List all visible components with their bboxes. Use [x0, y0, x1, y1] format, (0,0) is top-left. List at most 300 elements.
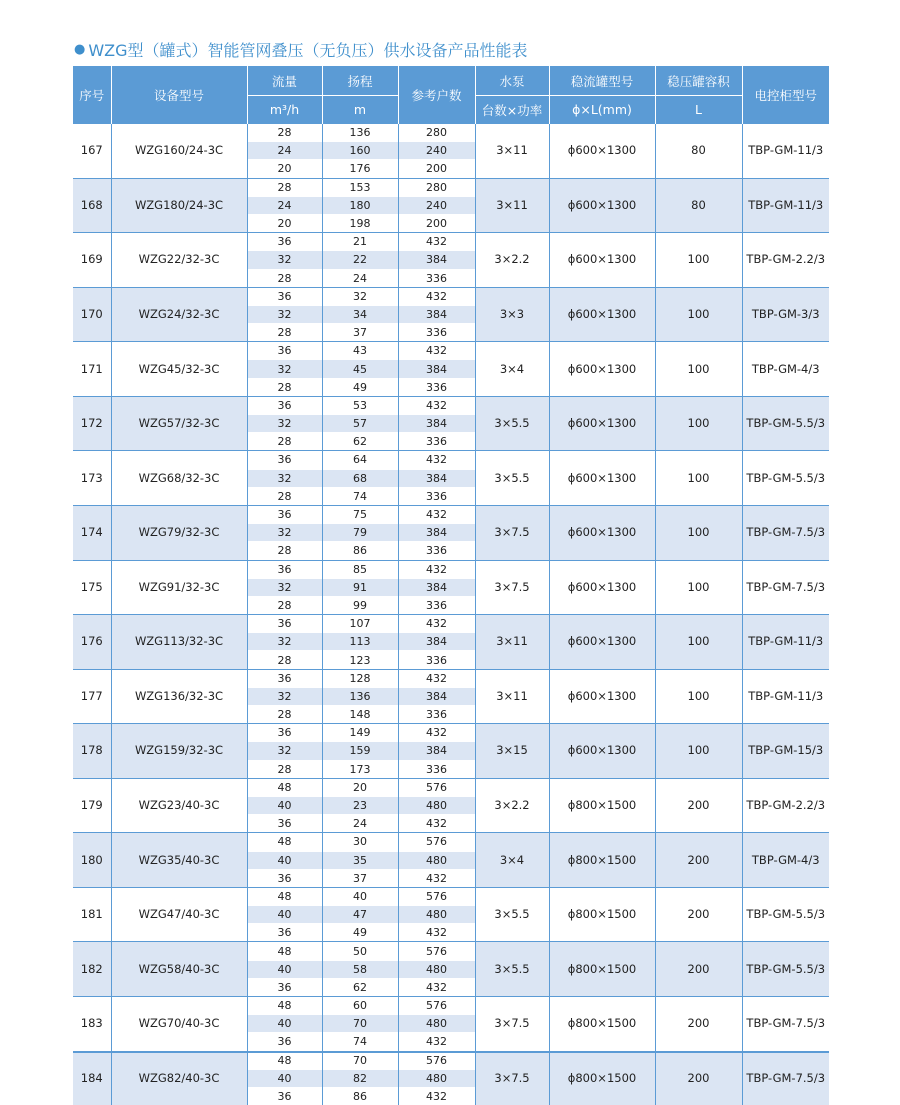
head-cell: 35	[322, 851, 398, 869]
flow-cell: 40	[247, 851, 322, 869]
volume-cell: 200	[655, 778, 742, 833]
households-cell: 336	[398, 760, 475, 778]
model-group	[73, 396, 829, 451]
flow-cell: 36	[247, 287, 322, 305]
flow-cell: 36	[247, 505, 322, 523]
page-title-text: WZG型（罐式）智能管网叠压（无负压）供水设备产品性能表	[88, 40, 528, 60]
table-row	[73, 560, 829, 578]
cabinet-cell: TBP-GM-5.5/3	[742, 396, 829, 451]
flow-cell: 28	[247, 178, 322, 196]
flow-cell: 28	[247, 596, 322, 614]
head-cell: 82	[322, 1069, 398, 1087]
model-group	[73, 124, 829, 179]
households-cell: 432	[398, 1033, 475, 1051]
households-cell: 480	[398, 1069, 475, 1087]
table-row	[73, 178, 829, 196]
head-cell: 176	[322, 160, 398, 178]
seq-cell: 176	[73, 615, 111, 670]
volume-cell: 100	[655, 342, 742, 397]
households-cell: 384	[398, 633, 475, 651]
flow-cell: 48	[247, 833, 322, 851]
head-cell: 62	[322, 978, 398, 996]
tank-cell: ϕ600×1300	[549, 287, 655, 342]
pump-cell: 3×5.5	[475, 942, 549, 997]
head-cell: 160	[322, 142, 398, 160]
flow-cell: 32	[247, 360, 322, 378]
cabinet-cell: TBP-GM-4/3	[742, 833, 829, 888]
flow-cell: 36	[247, 233, 322, 251]
head-cell: 99	[322, 596, 398, 614]
households-cell: 480	[398, 851, 475, 869]
page-title	[74, 36, 528, 62]
table-row	[73, 615, 829, 633]
flow-cell: 36	[247, 1087, 322, 1105]
model-group	[73, 178, 829, 233]
flow-cell: 32	[247, 305, 322, 323]
seq-cell: 175	[73, 560, 111, 615]
households-cell: 432	[398, 815, 475, 833]
head-cell: 68	[322, 469, 398, 487]
tank-cell: ϕ600×1300	[549, 178, 655, 233]
model-cell: WZG82/40-3C	[111, 1051, 247, 1105]
head-cell: 49	[322, 924, 398, 942]
model-group	[73, 997, 829, 1052]
header-households: 参考户数	[398, 66, 475, 124]
households-cell: 432	[398, 396, 475, 414]
households-cell: 480	[398, 796, 475, 814]
head-cell: 159	[322, 742, 398, 760]
households-cell: 384	[398, 251, 475, 269]
cabinet-cell: TBP-GM-4/3	[742, 342, 829, 397]
pump-cell: 3×2.2	[475, 778, 549, 833]
volume-cell: 100	[655, 451, 742, 506]
seq-cell: 183	[73, 997, 111, 1052]
seq-cell: 170	[73, 287, 111, 342]
flow-cell: 36	[247, 724, 322, 742]
head-cell: 57	[322, 415, 398, 433]
households-cell: 384	[398, 578, 475, 596]
pump-cell: 3×2.2	[475, 233, 549, 288]
flow-cell: 36	[247, 396, 322, 414]
volume-cell: 100	[655, 233, 742, 288]
flow-cell: 48	[247, 997, 322, 1015]
households-cell: 384	[398, 469, 475, 487]
head-cell: 58	[322, 960, 398, 978]
head-cell: 136	[322, 687, 398, 705]
seq-cell: 172	[73, 396, 111, 451]
flow-cell: 28	[247, 124, 322, 142]
flow-cell: 32	[247, 578, 322, 596]
households-cell: 432	[398, 287, 475, 305]
table-row	[73, 833, 829, 851]
flow-cell: 24	[247, 196, 322, 214]
cabinet-cell: TBP-GM-7.5/3	[742, 997, 829, 1052]
header-pressure-tank: 稳压罐容积	[655, 66, 742, 96]
households-cell: 336	[398, 487, 475, 505]
households-cell: 432	[398, 615, 475, 633]
flow-cell: 36	[247, 451, 322, 469]
flow-cell: 36	[247, 669, 322, 687]
head-cell: 24	[322, 269, 398, 287]
model-group	[73, 287, 829, 342]
header-pressure-tank-unit: L	[655, 96, 742, 124]
head-cell: 113	[322, 633, 398, 651]
head-cell: 53	[322, 396, 398, 414]
model-group	[73, 342, 829, 397]
households-cell: 432	[398, 342, 475, 360]
head-cell: 85	[322, 560, 398, 578]
tank-cell: ϕ800×1500	[549, 887, 655, 942]
cabinet-cell: TBP-GM-5.5/3	[742, 451, 829, 506]
volume-cell: 200	[655, 887, 742, 942]
table-row	[73, 887, 829, 905]
households-cell: 336	[398, 596, 475, 614]
pump-cell: 3×7.5	[475, 997, 549, 1052]
head-cell: 173	[322, 760, 398, 778]
head-cell: 21	[322, 233, 398, 251]
head-cell: 24	[322, 815, 398, 833]
model-cell: WZG58/40-3C	[111, 942, 247, 997]
head-cell: 70	[322, 1051, 398, 1069]
flow-cell: 36	[247, 342, 322, 360]
pump-cell: 3×4	[475, 833, 549, 888]
flow-cell: 28	[247, 324, 322, 342]
flow-cell: 36	[247, 869, 322, 887]
head-cell: 45	[322, 360, 398, 378]
header-cabinet: 电控柜型号	[742, 66, 829, 124]
households-cell: 384	[398, 524, 475, 542]
head-cell: 74	[322, 1033, 398, 1051]
volume-cell: 200	[655, 942, 742, 997]
households-cell: 432	[398, 724, 475, 742]
volume-cell: 200	[655, 1051, 742, 1105]
households-cell: 432	[398, 233, 475, 251]
header-pump: 水泵	[475, 66, 549, 96]
tank-cell: ϕ600×1300	[549, 505, 655, 560]
header-tank: 稳流罐型号	[549, 66, 655, 96]
flow-cell: 32	[247, 524, 322, 542]
table-row	[73, 233, 829, 251]
pump-cell: 3×11	[475, 615, 549, 670]
head-cell: 22	[322, 251, 398, 269]
header-head-unit: m	[322, 96, 398, 124]
households-cell: 576	[398, 833, 475, 851]
seq-cell: 168	[73, 178, 111, 233]
pump-cell: 3×11	[475, 669, 549, 724]
model-group	[73, 942, 829, 997]
households-cell: 200	[398, 214, 475, 232]
flow-cell: 32	[247, 633, 322, 651]
households-cell: 480	[398, 906, 475, 924]
households-cell: 336	[398, 651, 475, 669]
flow-cell: 40	[247, 1069, 322, 1087]
volume-cell: 100	[655, 505, 742, 560]
flow-cell: 36	[247, 560, 322, 578]
flow-cell: 28	[247, 542, 322, 560]
head-cell: 91	[322, 578, 398, 596]
header-pump-sub: 台数×功率	[475, 96, 549, 124]
seq-cell: 174	[73, 505, 111, 560]
header-tank-sub: ϕ×L(mm)	[549, 96, 655, 124]
volume-cell: 200	[655, 833, 742, 888]
volume-cell: 100	[655, 396, 742, 451]
seq-cell: 169	[73, 233, 111, 288]
model-group	[73, 615, 829, 670]
pump-cell: 3×5.5	[475, 451, 549, 506]
bullet-icon: ●	[74, 41, 86, 57]
model-cell: WZG35/40-3C	[111, 833, 247, 888]
head-cell: 64	[322, 451, 398, 469]
tank-cell: ϕ600×1300	[549, 451, 655, 506]
model-cell: WZG113/32-3C	[111, 615, 247, 670]
tank-cell: ϕ800×1500	[549, 833, 655, 888]
flow-cell: 40	[247, 960, 322, 978]
seq-cell: 177	[73, 669, 111, 724]
head-cell: 136	[322, 124, 398, 142]
households-cell: 240	[398, 142, 475, 160]
flow-cell: 28	[247, 433, 322, 451]
households-cell: 336	[398, 433, 475, 451]
cabinet-cell: TBP-GM-11/3	[742, 124, 829, 179]
tank-cell: ϕ600×1300	[549, 233, 655, 288]
volume-cell: 100	[655, 560, 742, 615]
header-flow: 流量	[247, 66, 322, 96]
households-cell: 336	[398, 324, 475, 342]
model-cell: WZG91/32-3C	[111, 560, 247, 615]
table-row	[73, 724, 829, 742]
head-cell: 40	[322, 887, 398, 905]
model-cell: WZG180/24-3C	[111, 178, 247, 233]
seq-cell: 180	[73, 833, 111, 888]
households-cell: 280	[398, 124, 475, 142]
model-group	[73, 887, 829, 942]
households-cell: 384	[398, 687, 475, 705]
flow-cell: 48	[247, 1051, 322, 1069]
flow-cell: 36	[247, 815, 322, 833]
head-cell: 148	[322, 706, 398, 724]
head-cell: 79	[322, 524, 398, 542]
head-cell: 75	[322, 505, 398, 523]
model-cell: WZG57/32-3C	[111, 396, 247, 451]
performance-table	[73, 66, 829, 1105]
seq-cell: 178	[73, 724, 111, 779]
header-flow-unit: m³/h	[247, 96, 322, 124]
head-cell: 20	[322, 778, 398, 796]
households-cell: 432	[398, 924, 475, 942]
table-row	[73, 396, 829, 414]
header-model: 设备型号	[111, 66, 247, 124]
volume-cell: 100	[655, 724, 742, 779]
head-cell: 74	[322, 487, 398, 505]
cabinet-cell: TBP-GM-5.5/3	[742, 942, 829, 997]
cabinet-cell: TBP-GM-7.5/3	[742, 1051, 829, 1105]
households-cell: 432	[398, 560, 475, 578]
volume-cell: 200	[655, 997, 742, 1052]
households-cell: 576	[398, 942, 475, 960]
households-cell: 280	[398, 178, 475, 196]
model-group	[73, 560, 829, 615]
model-group	[73, 833, 829, 888]
households-cell: 576	[398, 778, 475, 796]
table-row	[73, 942, 829, 960]
households-cell: 480	[398, 960, 475, 978]
seq-cell: 179	[73, 778, 111, 833]
flow-cell: 40	[247, 906, 322, 924]
households-cell: 432	[398, 669, 475, 687]
pump-cell: 3×7.5	[475, 505, 549, 560]
flow-cell: 36	[247, 924, 322, 942]
head-cell: 47	[322, 906, 398, 924]
table-header	[73, 66, 829, 124]
flow-cell: 48	[247, 942, 322, 960]
cabinet-cell: TBP-GM-2.2/3	[742, 233, 829, 288]
tank-cell: ϕ800×1500	[549, 1051, 655, 1105]
cabinet-cell: TBP-GM-5.5/3	[742, 887, 829, 942]
head-cell: 43	[322, 342, 398, 360]
table-row	[73, 1051, 829, 1069]
tank-cell: ϕ600×1300	[549, 342, 655, 397]
households-cell: 480	[398, 1015, 475, 1033]
table-row	[73, 342, 829, 360]
pump-cell: 3×7.5	[475, 560, 549, 615]
households-cell: 432	[398, 1087, 475, 1105]
head-cell: 62	[322, 433, 398, 451]
households-cell: 576	[398, 887, 475, 905]
households-cell: 200	[398, 160, 475, 178]
head-cell: 123	[322, 651, 398, 669]
cabinet-cell: TBP-GM-11/3	[742, 615, 829, 670]
households-cell: 576	[398, 997, 475, 1015]
volume-cell: 100	[655, 615, 742, 670]
head-cell: 37	[322, 869, 398, 887]
head-cell: 70	[322, 1015, 398, 1033]
flow-cell: 28	[247, 706, 322, 724]
households-cell: 336	[398, 269, 475, 287]
flow-cell: 40	[247, 1015, 322, 1033]
header-seq: 序号	[73, 66, 111, 124]
model-cell: WZG22/32-3C	[111, 233, 247, 288]
flow-cell: 40	[247, 796, 322, 814]
households-cell: 384	[398, 742, 475, 760]
model-cell: WZG136/32-3C	[111, 669, 247, 724]
table-row	[73, 451, 829, 469]
flow-cell: 28	[247, 651, 322, 669]
model-group	[73, 233, 829, 288]
seq-cell: 181	[73, 887, 111, 942]
model-cell: WZG70/40-3C	[111, 997, 247, 1052]
table-row	[73, 778, 829, 796]
households-cell: 432	[398, 505, 475, 523]
model-cell: WZG23/40-3C	[111, 778, 247, 833]
tank-cell: ϕ600×1300	[549, 724, 655, 779]
cabinet-cell: TBP-GM-11/3	[742, 178, 829, 233]
households-cell: 384	[398, 415, 475, 433]
cabinet-cell: TBP-GM-7.5/3	[742, 560, 829, 615]
pump-cell: 3×4	[475, 342, 549, 397]
model-group	[73, 669, 829, 724]
flow-cell: 48	[247, 887, 322, 905]
households-cell: 384	[398, 360, 475, 378]
model-cell: WZG45/32-3C	[111, 342, 247, 397]
head-cell: 34	[322, 305, 398, 323]
table-bottom-rule	[73, 1051, 829, 1053]
model-cell: WZG160/24-3C	[111, 124, 247, 179]
households-cell: 432	[398, 869, 475, 887]
tank-cell: ϕ600×1300	[549, 124, 655, 179]
volume-cell: 80	[655, 178, 742, 233]
head-cell: 49	[322, 378, 398, 396]
flow-cell: 32	[247, 742, 322, 760]
head-cell: 86	[322, 1087, 398, 1105]
flow-cell: 36	[247, 615, 322, 633]
head-cell: 37	[322, 324, 398, 342]
seq-cell: 171	[73, 342, 111, 397]
table-row	[73, 997, 829, 1015]
volume-cell: 100	[655, 669, 742, 724]
tank-cell: ϕ800×1500	[549, 997, 655, 1052]
cabinet-cell: TBP-GM-15/3	[742, 724, 829, 779]
model-cell: WZG79/32-3C	[111, 505, 247, 560]
flow-cell: 24	[247, 142, 322, 160]
table-row	[73, 669, 829, 687]
flow-cell: 36	[247, 1033, 322, 1051]
seq-cell: 167	[73, 124, 111, 179]
pump-cell: 3×5.5	[475, 887, 549, 942]
seq-cell: 184	[73, 1051, 111, 1105]
tank-cell: ϕ600×1300	[549, 615, 655, 670]
volume-cell: 80	[655, 124, 742, 179]
head-cell: 60	[322, 997, 398, 1015]
model-cell: WZG159/32-3C	[111, 724, 247, 779]
cabinet-cell: TBP-GM-3/3	[742, 287, 829, 342]
model-group	[73, 724, 829, 779]
pump-cell: 3×5.5	[475, 396, 549, 451]
flow-cell: 20	[247, 214, 322, 232]
flow-cell: 32	[247, 687, 322, 705]
households-cell: 240	[398, 196, 475, 214]
flow-cell: 32	[247, 469, 322, 487]
model-group	[73, 451, 829, 506]
table-row	[73, 287, 829, 305]
head-cell: 198	[322, 214, 398, 232]
head-cell: 32	[322, 287, 398, 305]
flow-cell: 32	[247, 415, 322, 433]
model-cell: WZG24/32-3C	[111, 287, 247, 342]
tank-cell: ϕ800×1500	[549, 942, 655, 997]
pump-cell: 3×15	[475, 724, 549, 779]
flow-cell: 32	[247, 251, 322, 269]
households-cell: 384	[398, 305, 475, 323]
volume-cell: 100	[655, 287, 742, 342]
head-cell: 23	[322, 796, 398, 814]
seq-cell: 173	[73, 451, 111, 506]
table-row	[73, 505, 829, 523]
flow-cell: 28	[247, 760, 322, 778]
households-cell: 432	[398, 451, 475, 469]
head-cell: 107	[322, 615, 398, 633]
flow-cell: 28	[247, 378, 322, 396]
model-cell: WZG68/32-3C	[111, 451, 247, 506]
households-cell: 576	[398, 1051, 475, 1069]
model-cell: WZG47/40-3C	[111, 887, 247, 942]
cabinet-cell: TBP-GM-7.5/3	[742, 505, 829, 560]
pump-cell: 3×11	[475, 124, 549, 179]
households-cell: 336	[398, 378, 475, 396]
model-group	[73, 778, 829, 833]
flow-cell: 20	[247, 160, 322, 178]
header-head: 扬程	[322, 66, 398, 96]
table-row	[73, 124, 829, 142]
